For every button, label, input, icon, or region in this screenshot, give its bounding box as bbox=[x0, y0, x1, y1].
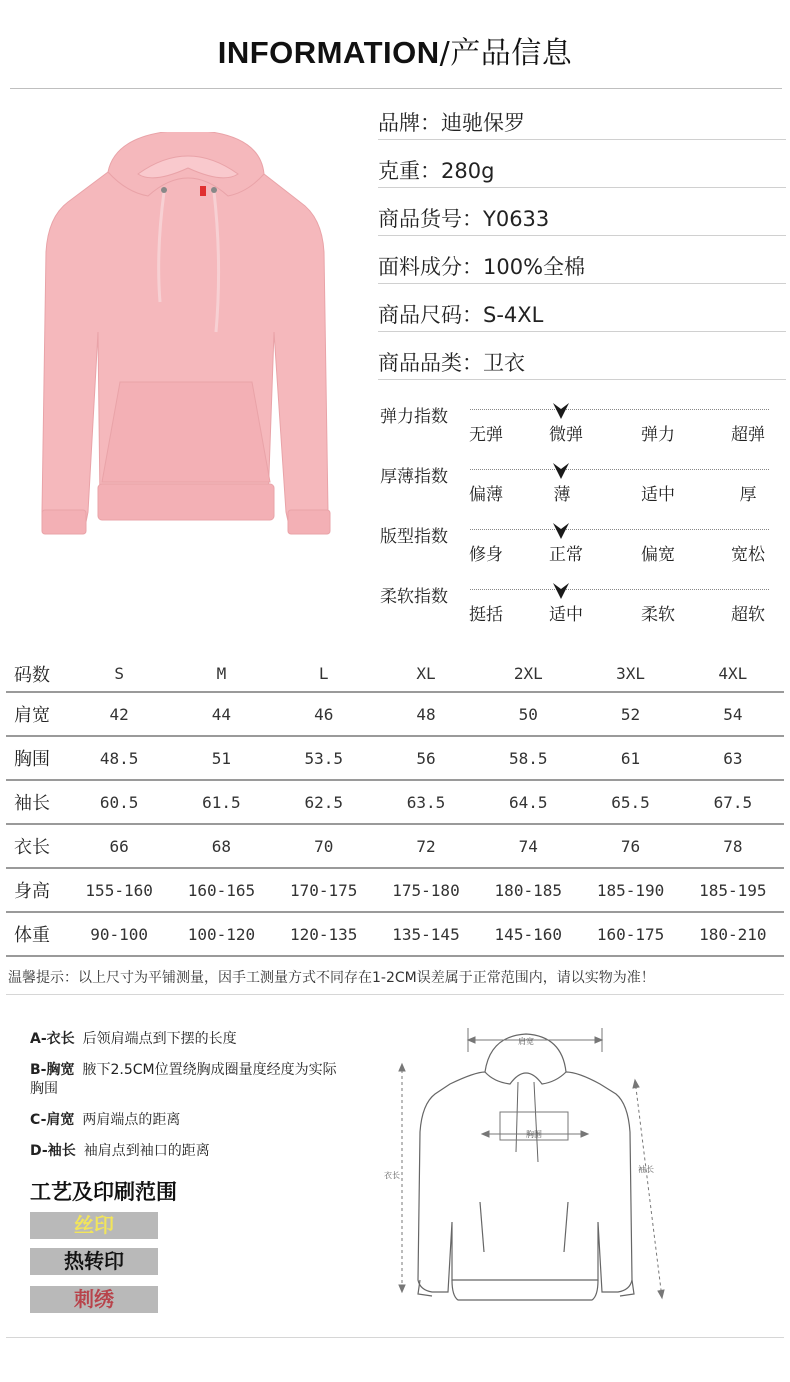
legend-item-shoulder bbox=[30, 1111, 350, 1130]
table-cell: 68 bbox=[170, 824, 272, 868]
table-cell: 155-160 bbox=[68, 868, 170, 912]
spec-row-category bbox=[378, 332, 786, 380]
legend-item-chest bbox=[30, 1061, 350, 1099]
table-cell: 185-195 bbox=[682, 868, 784, 912]
table-cell: 51 bbox=[170, 736, 272, 780]
table-cell: 56 bbox=[375, 736, 477, 780]
fabric-indices bbox=[380, 392, 785, 632]
table-cell: 72 bbox=[375, 824, 477, 868]
size-header-cell: L bbox=[273, 656, 375, 692]
spec-label: 克重： bbox=[378, 159, 441, 183]
table-cell: 120-135 bbox=[273, 912, 375, 956]
title-chinese: /产品信息 bbox=[439, 36, 573, 71]
table-cell: 76 bbox=[579, 824, 681, 868]
table-cell: 50 bbox=[477, 692, 579, 736]
bottom-divider bbox=[6, 1337, 784, 1338]
table-cell: 44 bbox=[170, 692, 272, 736]
index-option: 弹力 bbox=[641, 425, 675, 445]
index-option: 超弹 bbox=[731, 425, 765, 445]
table-cell: 62.5 bbox=[273, 780, 375, 824]
spec-label: 商品货号： bbox=[378, 207, 483, 231]
size-header-cell: 4XL bbox=[682, 656, 784, 692]
table-cell: 58.5 bbox=[477, 736, 579, 780]
size-chart-table bbox=[6, 656, 784, 957]
table-cell: 67.5 bbox=[682, 780, 784, 824]
spec-label: 品牌： bbox=[378, 111, 441, 135]
size-header-cell: S bbox=[68, 656, 170, 692]
spec-row-fabric bbox=[378, 236, 786, 284]
index-name: 柔软指数 bbox=[380, 587, 448, 607]
table-cell: 180-185 bbox=[477, 868, 579, 912]
size-header-cell: 3XL bbox=[579, 656, 681, 692]
legend-key: B-胸宽 bbox=[30, 1062, 75, 1078]
legend-item-length bbox=[30, 1030, 350, 1049]
legend-desc: 腋下2.5CM位置绕胸成圈量度经度为实际胸围 bbox=[30, 1062, 337, 1097]
spec-value: 迪驰保罗 bbox=[441, 111, 525, 135]
table-row-height bbox=[6, 868, 784, 912]
index-option: 厚 bbox=[739, 485, 757, 505]
table-row-weight bbox=[6, 912, 784, 956]
row-label: 体重 bbox=[6, 912, 68, 956]
size-header-cell: 2XL bbox=[477, 656, 579, 692]
table-cell: 180-210 bbox=[682, 912, 784, 956]
legend-key: A-衣长 bbox=[30, 1031, 75, 1047]
selected-marker-icon bbox=[552, 462, 570, 480]
row-label: 身高 bbox=[6, 868, 68, 912]
index-option: 超软 bbox=[731, 605, 765, 625]
table-row-sleeve bbox=[6, 780, 784, 824]
product-image-hoodie bbox=[38, 132, 338, 562]
index-option: 偏薄 bbox=[469, 485, 503, 505]
table-cell: 63.5 bbox=[375, 780, 477, 824]
index-option: 柔软 bbox=[641, 605, 675, 625]
craft-title: 工艺及印刷范围 bbox=[30, 1180, 177, 1204]
table-cell: 60.5 bbox=[68, 780, 170, 824]
index-option: 宽松 bbox=[731, 545, 765, 565]
measurement-diagram bbox=[380, 1022, 680, 1312]
diagram-label-length: 衣长 bbox=[384, 1171, 400, 1180]
craft-heat-transfer: 热转印 bbox=[30, 1248, 158, 1275]
spec-row-weight bbox=[378, 140, 786, 188]
size-header-label: 码数 bbox=[6, 656, 68, 692]
legend-desc: 两肩端点的距离 bbox=[82, 1112, 181, 1128]
spec-value: S-4XL bbox=[483, 303, 544, 327]
index-softness bbox=[380, 572, 785, 632]
row-label: 衣长 bbox=[6, 824, 68, 868]
index-option: 修身 bbox=[469, 545, 503, 565]
table-row-chest bbox=[6, 736, 784, 780]
table-cell: 65.5 bbox=[579, 780, 681, 824]
table-cell: 160-165 bbox=[170, 868, 272, 912]
measurement-legend bbox=[30, 1030, 350, 1173]
table-cell: 54 bbox=[682, 692, 784, 736]
section-divider bbox=[6, 994, 784, 995]
table-cell: 78 bbox=[682, 824, 784, 868]
index-option-selected: 薄 bbox=[553, 485, 571, 505]
index-scale-line bbox=[470, 469, 769, 470]
index-elasticity bbox=[380, 392, 785, 452]
diagram-label-sleeve: 袖长 bbox=[638, 1165, 654, 1174]
table-cell: 135-145 bbox=[375, 912, 477, 956]
index-thickness bbox=[380, 452, 785, 512]
table-row-shoulder bbox=[6, 692, 784, 736]
size-header-cell: M bbox=[170, 656, 272, 692]
craft-silk-screen: 丝印 bbox=[30, 1212, 158, 1239]
spec-list bbox=[378, 92, 786, 380]
table-cell: 175-180 bbox=[375, 868, 477, 912]
index-option: 适中 bbox=[641, 485, 675, 505]
legend-item-sleeve bbox=[30, 1142, 350, 1161]
page-title bbox=[0, 28, 790, 72]
index-option-selected: 适中 bbox=[549, 605, 583, 625]
table-cell: 53.5 bbox=[273, 736, 375, 780]
spec-value: 280g bbox=[441, 159, 495, 183]
diagram-label-shoulder: 肩宽 bbox=[518, 1037, 534, 1046]
table-cell: 61.5 bbox=[170, 780, 272, 824]
index-fit bbox=[380, 512, 785, 572]
title-divider bbox=[10, 88, 782, 89]
table-cell: 70 bbox=[273, 824, 375, 868]
table-cell: 170-175 bbox=[273, 868, 375, 912]
size-note: 温馨提示：以上尺寸为平铺测量，因手工测量方式不同存在1-2CM误差属于正常范围内，请以实物为准！ bbox=[8, 970, 655, 986]
legend-desc: 袖肩点到袖口的距离 bbox=[83, 1143, 210, 1159]
row-label: 袖长 bbox=[6, 780, 68, 824]
table-cell: 64.5 bbox=[477, 780, 579, 824]
index-option-selected: 正常 bbox=[549, 545, 583, 565]
table-cell: 42 bbox=[68, 692, 170, 736]
spec-label: 商品尺码： bbox=[378, 303, 483, 327]
title-english: INFORMATION bbox=[217, 35, 440, 70]
legend-key: C-肩宽 bbox=[30, 1112, 75, 1128]
index-scale-line bbox=[470, 409, 769, 410]
table-cell: 66 bbox=[68, 824, 170, 868]
spec-row-size-range bbox=[378, 284, 786, 332]
table-cell: 100-120 bbox=[170, 912, 272, 956]
table-cell: 61 bbox=[579, 736, 681, 780]
spec-row-brand bbox=[378, 92, 786, 140]
table-cell: 52 bbox=[579, 692, 681, 736]
index-option: 无弹 bbox=[469, 425, 503, 445]
spec-row-item-no bbox=[378, 188, 786, 236]
table-cell: 185-190 bbox=[579, 868, 681, 912]
selected-marker-icon bbox=[552, 522, 570, 540]
spec-label: 面料成分： bbox=[378, 255, 483, 279]
size-header-cell: XL bbox=[375, 656, 477, 692]
spec-value: 100%全棉 bbox=[483, 255, 586, 279]
index-option: 挺括 bbox=[469, 605, 503, 625]
diagram-label-chest: 胸围 bbox=[526, 1130, 542, 1139]
selected-marker-icon bbox=[552, 582, 570, 600]
table-cell: 48.5 bbox=[68, 736, 170, 780]
spec-label: 商品品类： bbox=[378, 351, 483, 375]
size-header-row bbox=[6, 656, 784, 692]
table-cell: 63 bbox=[682, 736, 784, 780]
table-cell: 48 bbox=[375, 692, 477, 736]
table-cell: 160-175 bbox=[579, 912, 681, 956]
index-scale-line bbox=[470, 589, 769, 590]
index-option-selected: 微弹 bbox=[549, 425, 583, 445]
index-scale-line bbox=[470, 529, 769, 530]
row-label: 胸围 bbox=[6, 736, 68, 780]
index-name: 厚薄指数 bbox=[380, 467, 448, 487]
table-cell: 74 bbox=[477, 824, 579, 868]
index-option: 偏宽 bbox=[641, 545, 675, 565]
table-row-length bbox=[6, 824, 784, 868]
spec-value: Y0633 bbox=[483, 207, 550, 231]
selected-marker-icon bbox=[552, 402, 570, 420]
legend-key: D-袖长 bbox=[30, 1143, 76, 1159]
table-cell: 145-160 bbox=[477, 912, 579, 956]
legend-desc: 后领肩端点到下摆的长度 bbox=[82, 1031, 237, 1047]
craft-embroidery: 刺绣 bbox=[30, 1286, 158, 1313]
row-label: 肩宽 bbox=[6, 692, 68, 736]
index-name: 弹力指数 bbox=[380, 407, 448, 427]
index-name: 版型指数 bbox=[380, 527, 448, 547]
table-cell: 90-100 bbox=[68, 912, 170, 956]
table-cell: 46 bbox=[273, 692, 375, 736]
spec-value: 卫衣 bbox=[483, 351, 525, 375]
